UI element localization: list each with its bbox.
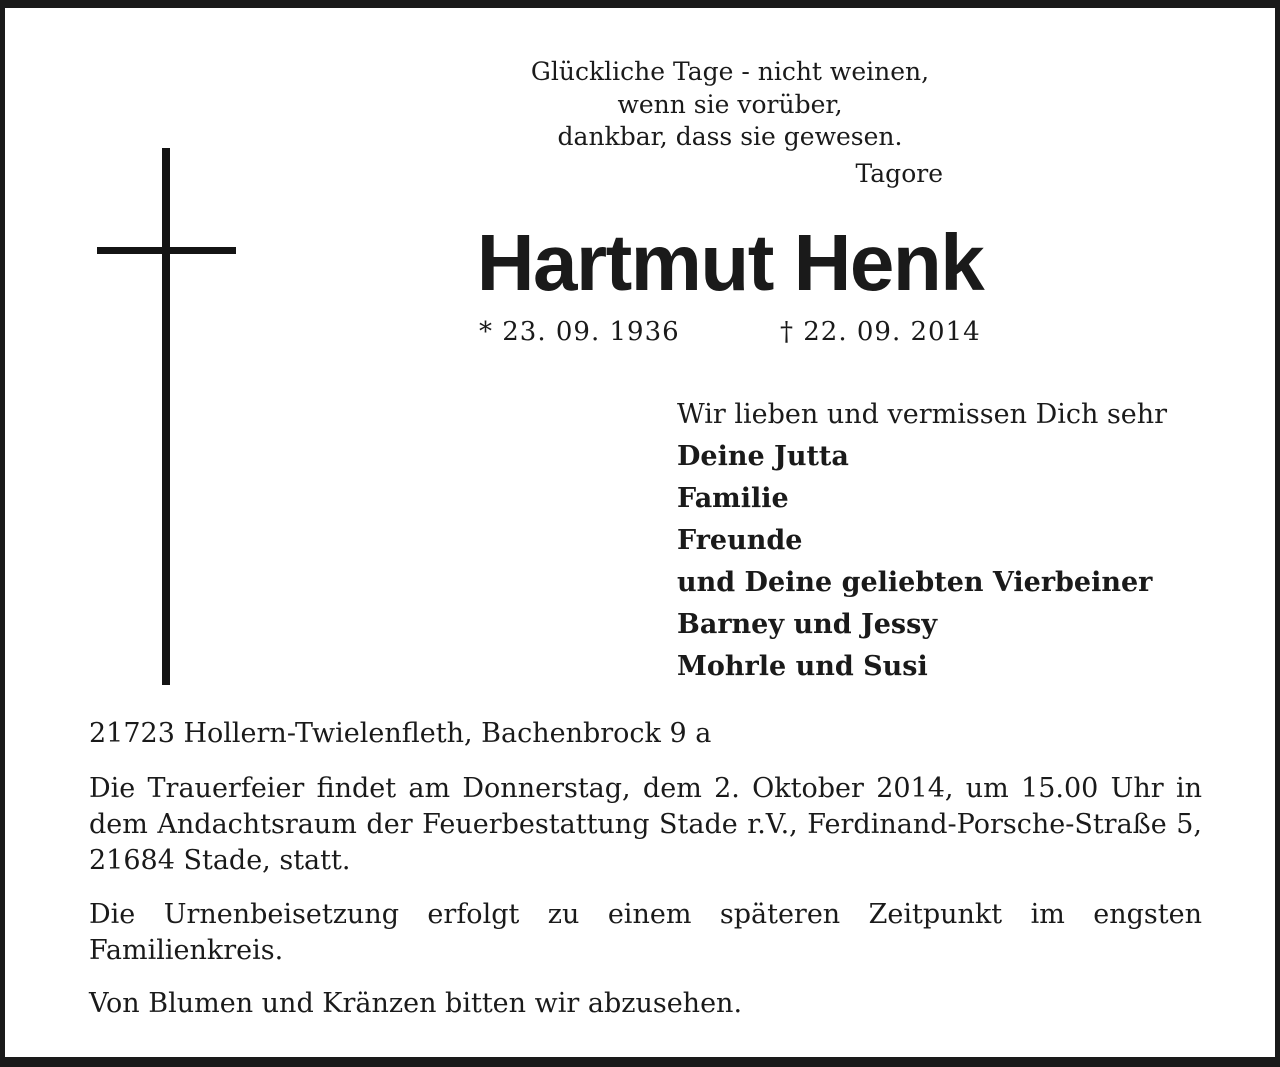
cross-icon-horizontal-bar <box>97 247 236 254</box>
cross-icon-vertical-bar <box>162 148 170 685</box>
flowers-request-text: Von Blumen und Kränzen bitten wir abzusehen. <box>89 988 743 1019</box>
address-line: 21723 Hollern-Twielenfleth, Bachenbrock 9 a <box>89 718 712 749</box>
urn-burial-text: Die Urnenbeisetzung erfolgt zu einem späteren Zeitpunkt im engsten Familienkreis. <box>89 899 1202 966</box>
family-name: und Deine geliebten Vierbeiner <box>677 567 1153 598</box>
family-name: Mohrle und Susi <box>677 651 928 682</box>
deceased-name: Hartmut Henk <box>476 218 984 307</box>
funeral-service-text: Die Trauerfeier findet am Donnerstag, dem 2. Oktober 2014, um 15.00 Uhr in dem Andachtsraum der Feuerbestattung Stade r.V., Ferdinand-Porsche-Straße 5, 21684 Stade, statt. <box>89 773 1202 876</box>
birth-date: * 23. 09. 1936 <box>479 317 680 347</box>
family-signature <box>677 396 1167 690</box>
family-name: Deine Jutta <box>677 441 849 472</box>
family-name: Barney und Jessy <box>677 609 938 640</box>
quote-author: Tagore <box>855 159 943 188</box>
death-date: † 22. 09. 2014 <box>780 317 981 347</box>
quote-line-3: dankbar, dass sie gewesen. <box>557 122 903 151</box>
family-intro: Wir lieben und vermissen Dich sehr <box>677 399 1168 430</box>
family-name: Familie <box>677 483 789 514</box>
family-name: Freunde <box>677 525 803 556</box>
quote-line-2: wenn sie vorüber, <box>617 90 843 119</box>
quote-line-1: Glückliche Tage - nicht weinen, <box>530 57 930 86</box>
